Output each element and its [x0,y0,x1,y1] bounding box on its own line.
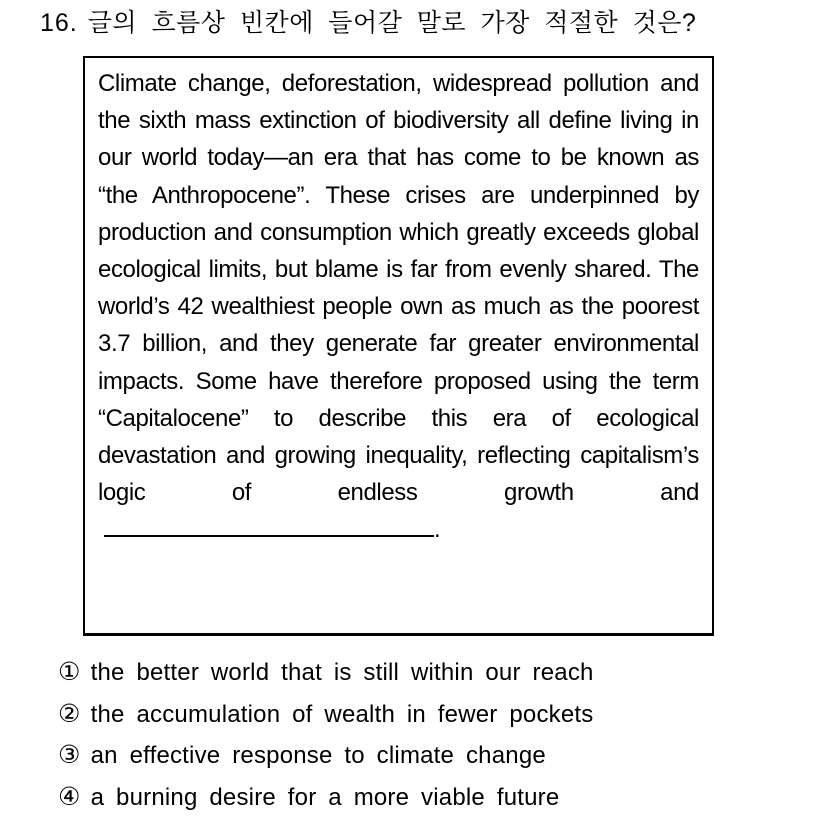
exam-page [0,6,826,817]
passage-text [98,65,699,549]
question-prompt: 글의 흐름상 빈칸에 들어갈 말로 가장 적절한 것은? [87,9,697,37]
choices-list [58,652,826,817]
fill-in-blank-underline [104,532,434,537]
choice-1-text: the better world that is still within our reach [90,659,594,686]
passage-after-blank: . [434,516,441,544]
choice-1-marker: ① [58,657,81,686]
choice-2 [58,694,826,736]
choice-2-text: the accumulation of wealth in fewer pockets [90,700,594,728]
passage-box [83,56,714,636]
choice-4-marker: ④ [58,781,81,811]
choice-3 [58,735,826,777]
passage-before-blank: Climate change, deforestation, widespread pollution and the sixth mass extinction of biodiversity all define living in our world today—an era that has come to be known as “the Anthropocene”. These crises are underpinned by production and consumption which greatly exceeds global ecological limits, but blame is far from evenly shared. The world’s 42 wealthiest people own as much as the poorest 3.7 billion, and they generate far greater environmental impacts. Some have therefore proposed using the term “Capitalocene” to describe this era of ecological devastation and growing inequality, reflecting capitalism’s logic of endless growth and [98,70,699,507]
choice-1 [58,652,826,694]
choice-3-marker: ③ [58,740,81,769]
question-number: 16. [40,9,78,37]
choice-2-marker: ② [58,698,81,728]
choice-4 [58,777,826,817]
question-header [40,6,826,40]
choice-3-text: an effective response to climate change [90,742,546,769]
choice-4-text: a burning desire for a more viable future [90,783,560,811]
